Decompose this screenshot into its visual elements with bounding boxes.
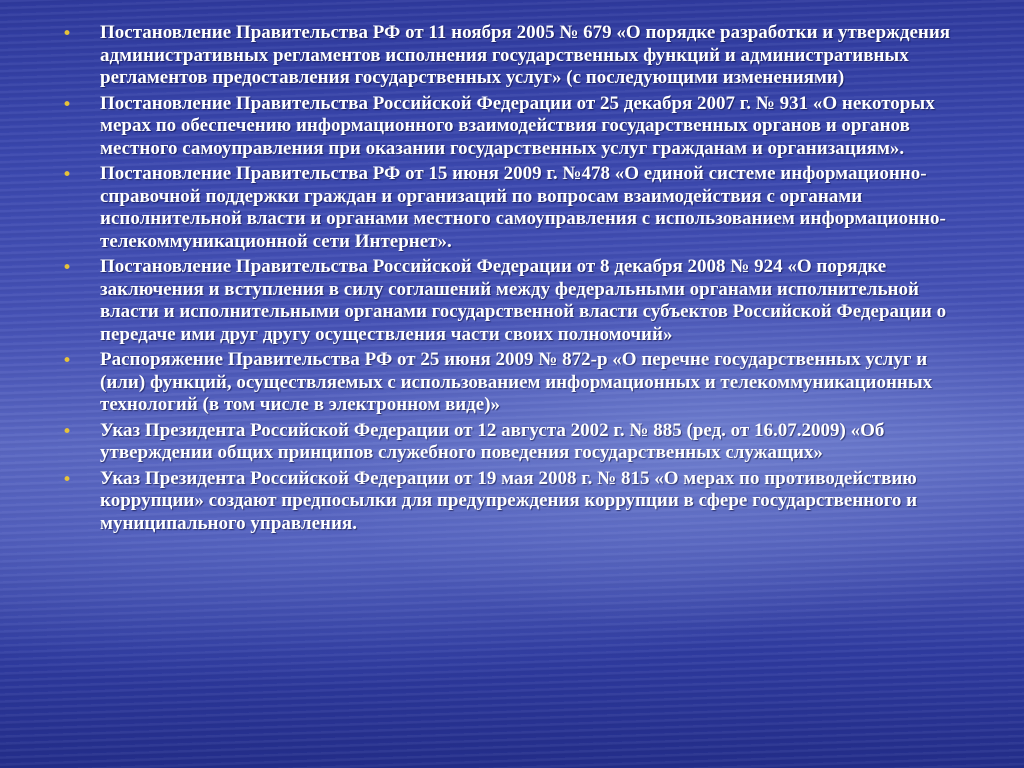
legal-acts-list (62, 22, 972, 538)
bullet-icon: • (62, 258, 73, 278)
bullet-icon: • (62, 24, 73, 44)
list-item-text: Постановление Правительства Российской Федерации от 8 декабря 2008 № 924 «О порядке заключения и вступления в силу соглашений между федеральными органами исполнительной власти и исполнительными органами государственной власти субъектов Российской Федерации о передаче ими друг другу осуществления части своих полномочий» (100, 256, 947, 345)
list-item-text: Распоряжение Правительства РФ от 25 июня 2009 № 872-р «О перечне государственных услуг и (или) функций, осуществляемых с использованием информационных и телекоммуникационных технологий (в том числе в электронном виде)» (100, 349, 933, 415)
bullet-icon: • (62, 165, 73, 185)
list-item (62, 22, 972, 90)
list-item (62, 163, 972, 253)
list-item-text: Постановление Правительства РФ от 11 ноября 2005 № 679 «О порядке разработки и утверждения административных регламентов исполнения государственных функций и административных регламентов предоставления государственных услуг» (с последующими изменениями) (100, 22, 951, 88)
list-item (62, 468, 972, 536)
list-item (62, 93, 972, 161)
bullet-icon: • (62, 94, 73, 115)
list-item (62, 420, 972, 465)
list-item-text: Указ Президента Российской Федерации от 12 августа 2002 г. № 885 (ред. от 16.07.2009) «Об утверждении общих принципов служебного поведения государственных служащих» (100, 419, 885, 463)
list-item-text: Указ Президента Российской Федерации от 19 мая 2008 г. № 815 «О мерах по противодействию коррупции» создают предпосылки для предупреждения коррупции в сфере государственного и муниципального управления. (100, 467, 918, 534)
list-item (62, 349, 972, 417)
bullet-icon: • (62, 421, 73, 442)
bullet-icon: • (62, 469, 73, 490)
bullet-icon: • (62, 351, 73, 371)
list-item-text: Постановление Правительства РФ от 15 июня 2009 г. №478 «О единой системе информационно-справочной поддержки граждан и организаций по вопросам взаимодействия с органами исполнительной власти и органами местного самоуправления с использованием информационно-телекоммуникационной сети Интернет». (100, 163, 946, 252)
list-item (62, 256, 972, 346)
list-item-text: Постановление Правительства Российской Федерации от 25 декабря 2007 г. № 931 «О некоторых мерах по обеспечению информационного взаимодействия государственных органов и органов местного самоуправления при оказании государственных услуг гражданам и организациям». (100, 92, 935, 159)
